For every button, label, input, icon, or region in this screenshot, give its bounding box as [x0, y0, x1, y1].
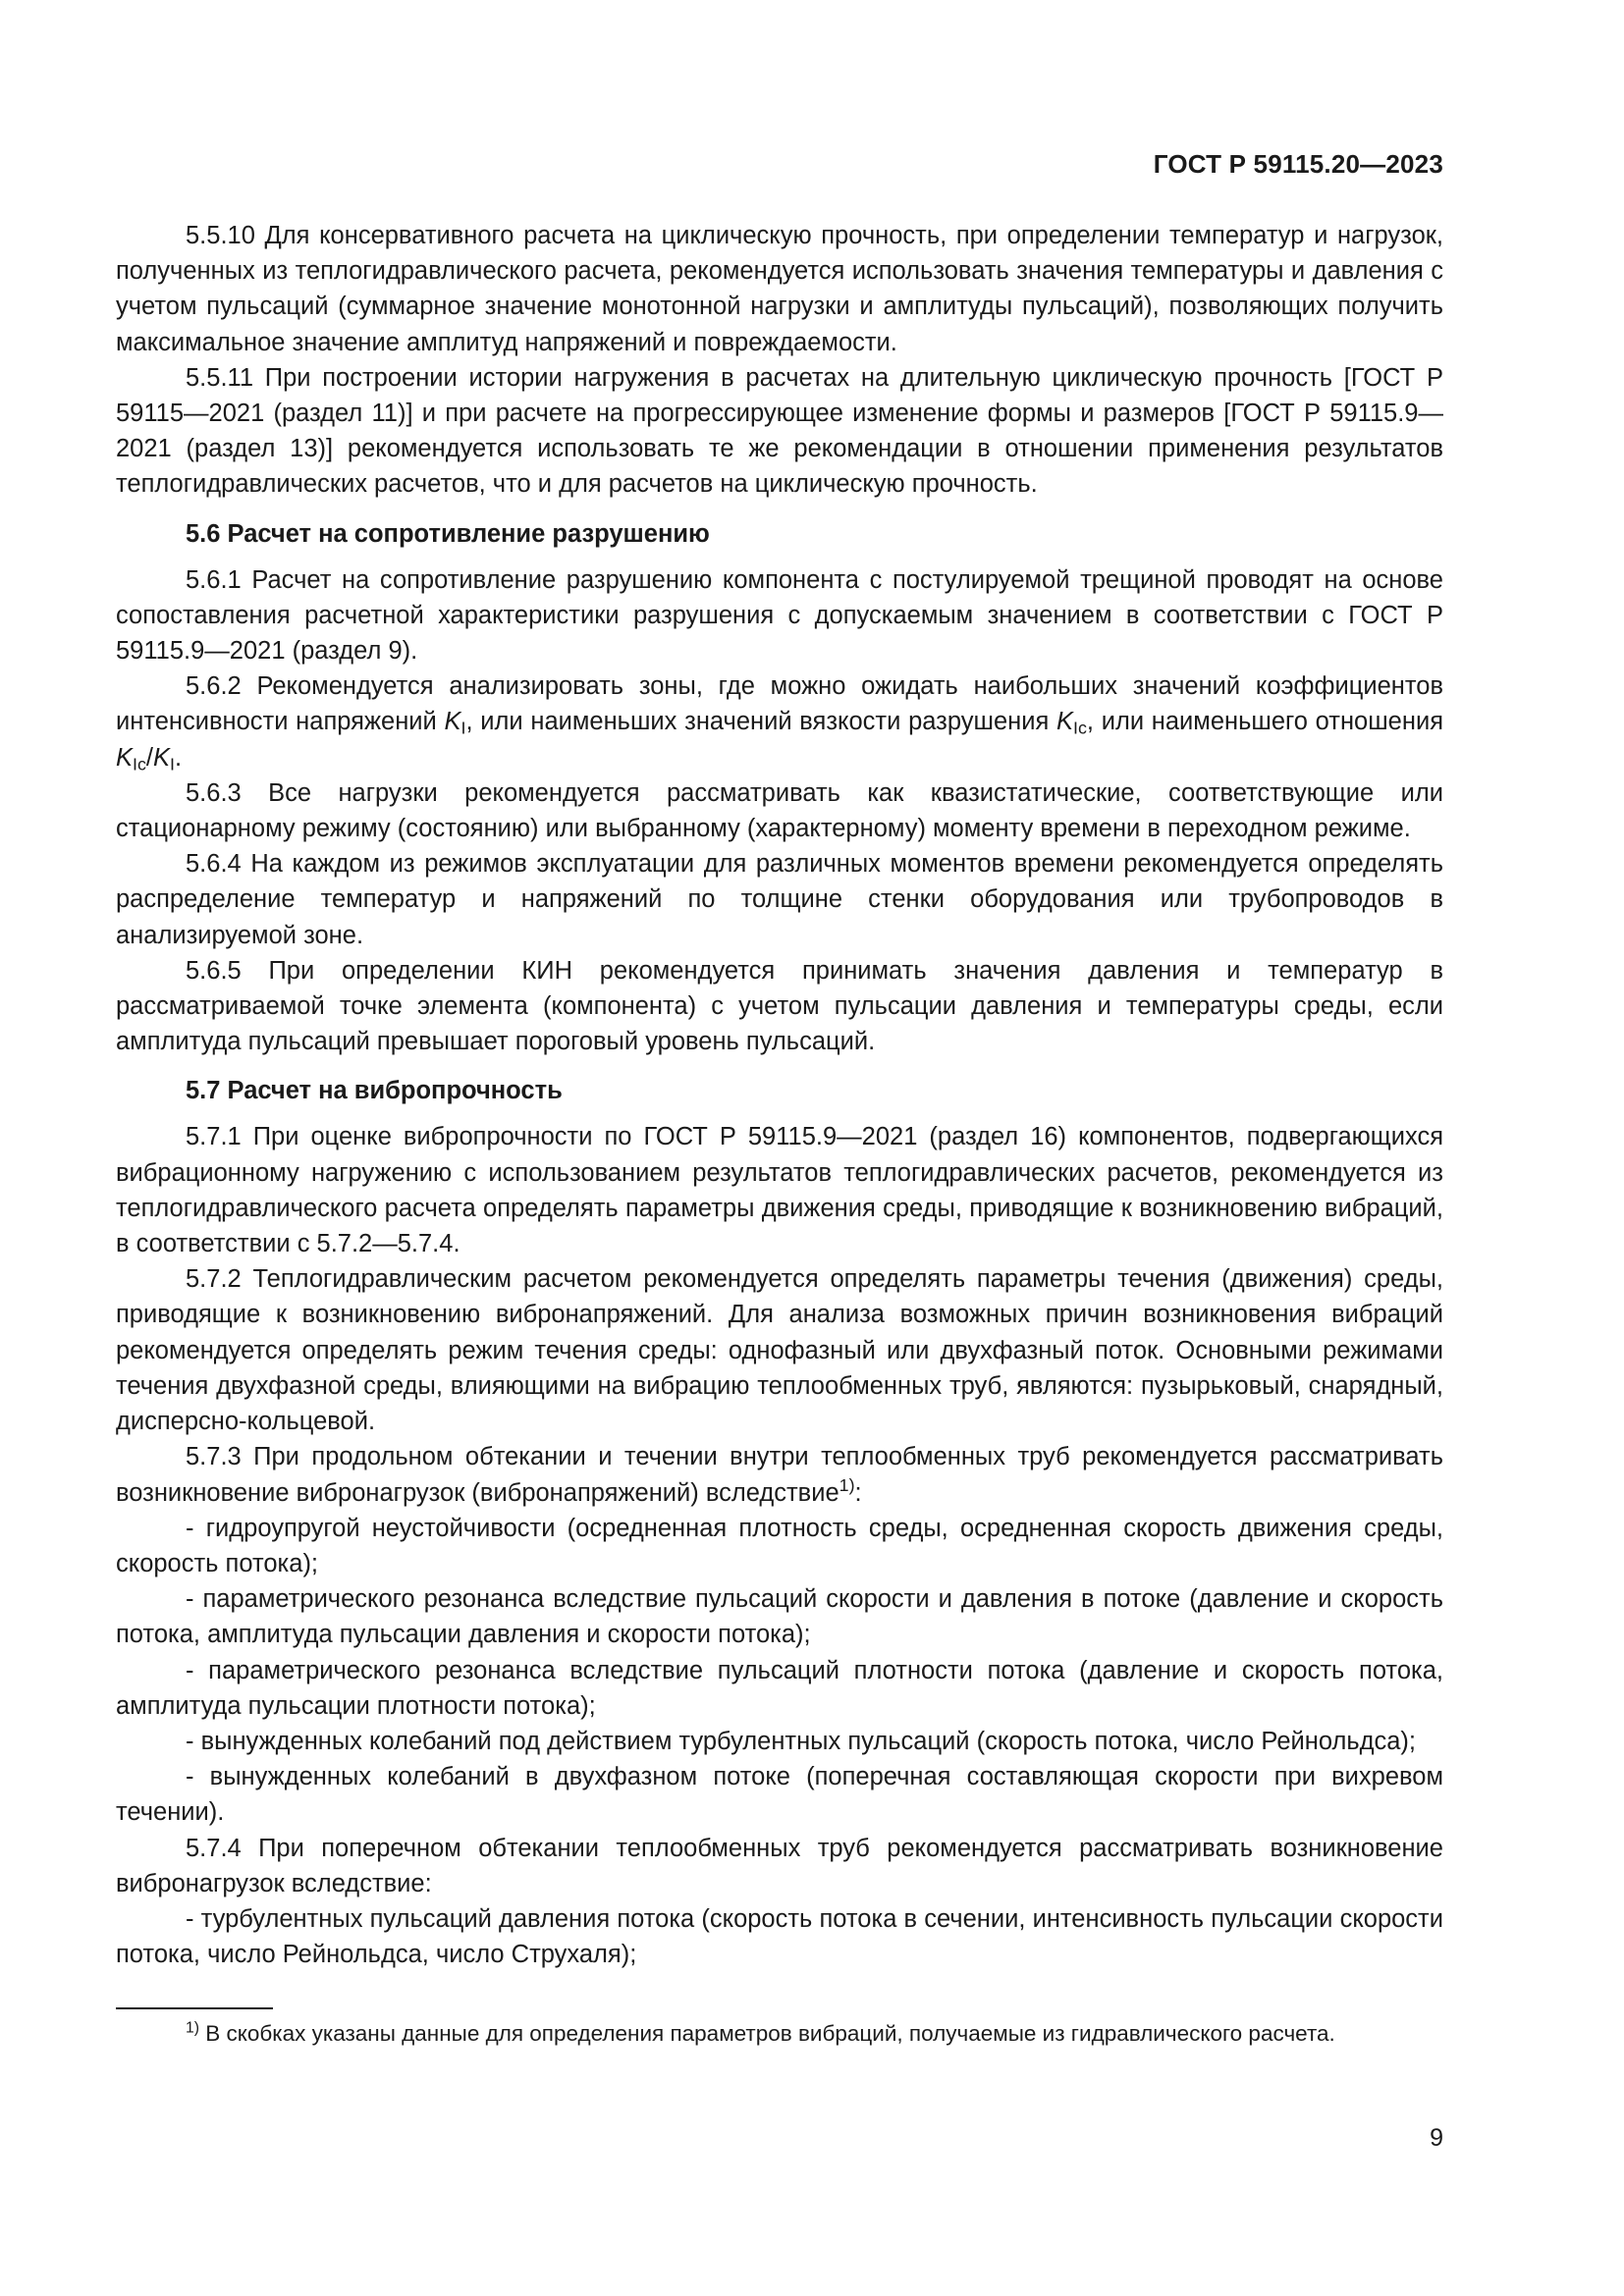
symbol-k: K [153, 743, 171, 772]
paragraph-text: : [854, 1478, 862, 1507]
document-page [116, 0, 1443, 2296]
paragraph-5-5-10: 5.5.10 Для консервативного расчета на циклическую прочность, при определении температур и нагрузок, полученных из теплогидравлического расчета, рекомендуется использовать значения температуры и давления с учетом пульсаций (суммарное значение монотонной нагрузки и амплитуды пульсаций), позволяющих получить максимальное значение амплитуд напряжений и повреждаемости. [116, 222, 1443, 356]
page-number: 9 [1430, 2124, 1443, 2152]
symbol-k: K [116, 743, 134, 772]
paragraph-text: , или наименьшего отношения [1086, 708, 1443, 736]
paragraph-5-7-2: 5.7.2 Теплогидравлическим расчетом рекомендуется определять параметры течения (движения) среды, приводящие к возникновению вибронапряжений. Для анализа возможных причин возникновения вибраций рекомендуется определять режим течения среды: однофазный или двухфазный поток. Основными режимами течения двухфазной среды, влияющими на вибрацию теплообменных труб, являются: пузырьковый, снарядный, дисперсно-кольцевой. [116, 1265, 1443, 1436]
list-item: - турбулентных пульсаций давления потока (скорость потока в сечении, интенсивность пульсации скорости потока, число Рейнольдса, число Струхаля); [116, 1904, 1443, 1969]
subscript-i: I [460, 718, 466, 738]
subscript-ic: Ic [133, 754, 146, 774]
footnote-text [116, 2017, 1443, 2050]
paragraph-text: 5.7.3 При продольном обтекании и течении внутри теплообменных труб рекомендуется рассматривать возникновение вибронагрузок (вибронапряжений) вследствие [116, 1443, 1443, 1507]
slash: / [145, 743, 153, 772]
footnote-body: В скобках указаны данные для определения параметров вибраций, получаемые из гидравлического расчета. [199, 2021, 1335, 2046]
paragraph-5-5-11: 5.5.11 При построении истории нагружения в расчетах на длительную циклическую прочность [ГОСТ Р 59115—2021 (раздел 11)] и при расчете на прогрессирующее изменение формы и размеров [ГОСТ Р 59115.9—2021 (раздел 13)] рекомендуется использовать те же рекомендации в отношении применения результатов теплогидравлических расчетов, что и для расчетов на циклическую прочность. [116, 363, 1443, 499]
paragraph-5-6-1: 5.6.1 Расчет на сопротивление разрушению компонента с постулируемой трещиной проводят на основе сопоставления расчетной характеристики разрушения с допускаемым значением в соответствии с ГОСТ Р 59115.9—2021 (раздел 9). [116, 565, 1443, 666]
subscript-ic: Ic [1073, 718, 1087, 738]
symbol-k: K [1056, 708, 1073, 736]
paragraph-5-6-4: 5.6.4 На каждом из режимов эксплуатации для различных моментов времени рекомендуется определять распределение температур и напряжений по толщине стенки оборудования или трубопроводов в анализируемой зоне. [116, 850, 1443, 949]
paragraph-5-6-5: 5.6.5 При определении КИН рекомендуется принимать значения давления и температур в рассматриваемой точке элемента (компонента) с учетом пульсации давления и температуры среды, если амплитуда пульсаций превышает пороговый уровень пульсаций. [116, 956, 1443, 1056]
list-item: - вынужденных колебаний под действием турбулентных пульсаций (скорость потока, число Рейнольдса); [186, 1727, 1416, 1755]
footnote-divider [116, 2007, 273, 2009]
section-heading-5-7: 5.7 Расчет на вибропрочность [186, 1077, 563, 1105]
paragraph-5-6-3: 5.6.3 Все нагрузки рекомендуется рассматривать как квазистатические, соответствующие или стационарному режиму (состоянию) или выбранному (характерному) моменту времени в переходном режиме. [116, 778, 1443, 843]
document-body [116, 218, 1443, 1972]
footnote-marker: 1) [186, 2019, 200, 2037]
paragraph-text: . [174, 743, 183, 772]
list-item: - вынужденных колебаний в двухфазном потоке (поперечная составляющая скорости при вихревом течении). [116, 1763, 1443, 1827]
list-item: - параметрического резонанса вследствие пульсаций скорости и давления в потоке (давление и скорость потока, амплитуда пульсации давления и скорости потока); [116, 1585, 1443, 1649]
paragraph-text: , или наименьших значений вязкости разрушения [465, 708, 1056, 736]
list-item: - параметрического резонанса вследствие пульсаций плотности потока (давление и скорость потока, амплитуда пульсации плотности потока); [116, 1656, 1443, 1720]
document-header: ГОСТ Р 59115.20—2023 [1153, 149, 1443, 179]
paragraph-5-7-3 [116, 1439, 1443, 1510]
symbol-k: K [444, 708, 461, 736]
paragraph-5-7-4: 5.7.4 При поперечном обтекании теплообменных труб рекомендуется рассматривать возникновение вибронагрузок вследствие: [116, 1834, 1443, 1897]
footnote-reference: 1) [839, 1474, 855, 1495]
paragraph-5-6-2 [116, 668, 1443, 775]
paragraph-text: 5.6.2 Рекомендуется анализировать зоны, где можно ожидать наибольших значений коэффициентов интенсивности напряжений [116, 672, 1443, 736]
footnote [116, 2017, 1443, 2050]
section-heading-5-6: 5.6 Расчет на сопротивление разрушению [186, 519, 710, 548]
subscript-i: I [170, 754, 175, 774]
paragraph-5-7-1: 5.7.1 При оценке вибропрочности по ГОСТ Р 59115.9—2021 (раздел 16) компонентов, подвергающихся вибрационному нагружению с использованием результатов теплогидравлических расчетов, рекомендуется из теплогидравлического расчета определять параметры движения среды, приводящие к возникновению вибраций, в соответствии с 5.7.2—5.7.4. [116, 1123, 1443, 1258]
list-item: - гидроупругой неустойчивости (осредненная плотность среды, осредненная скорость движения среды, скорость потока); [116, 1514, 1443, 1577]
